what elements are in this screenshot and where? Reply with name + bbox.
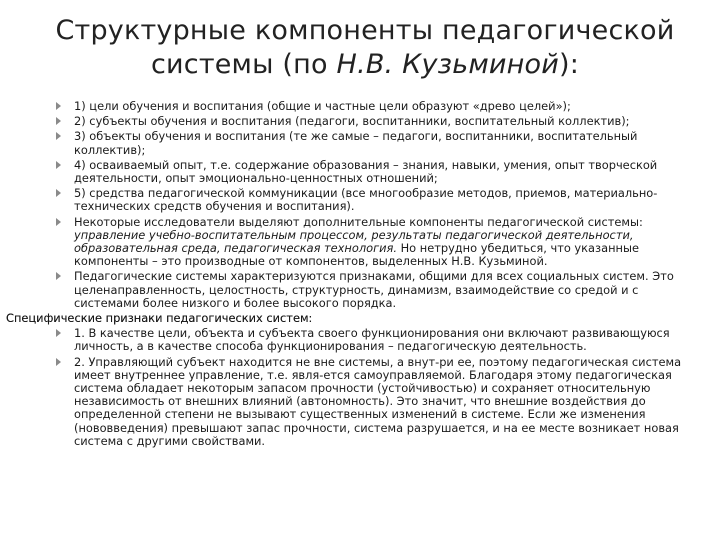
list-item-text: 4) осваиваемый опыт, т.е. содержание образования – знания, навыки, умения, опыт творческой деятельности, опыт эмоционально-ценностных отношений;	[74, 157, 658, 186]
list-item-social-systems	[52, 270, 692, 310]
triangle-bullet-icon	[56, 272, 61, 280]
list-item-text: 3) объекты обучения и воспитания (те же самые – педагоги, воспитанники, воспитательный коллектив);	[74, 129, 638, 157]
list-item	[52, 115, 692, 128]
list-item-text: 2) субъекты обучения и воспитания (педагоги, воспитанники, воспитательный коллектив);	[74, 114, 630, 129]
triangle-bullet-icon	[56, 161, 61, 169]
title-line-1: Структурные компоненты педагогической	[55, 15, 675, 46]
list-item-text: Педагогические системы характеризуются признаками, общими для всех социальных систем. Это целенаправленность, целостность, структурность, динамизм, взаимодействие со средой и с системами более низкого и более высокого порядка.	[74, 269, 674, 310]
title-line-2-suffix: ):	[558, 49, 579, 80]
list-item	[52, 130, 692, 156]
triangle-bullet-icon	[56, 189, 61, 197]
list-item	[52, 159, 692, 185]
list-item	[52, 100, 692, 113]
list-item	[52, 187, 692, 213]
slide-body	[6, 99, 692, 450]
additional-components-italic: управление учебно-воспитательным процессом, результаты педагогической деятельности, образовательная среда, педагогическая технология.	[74, 227, 634, 256]
list-item-additional-components	[52, 216, 692, 269]
list-item-text: 2. Управляющий субъект находится не вне системы, а внут-ри ее, поэтому педагогическая система имеет внутреннее управление, т.е. явля-ется самоуправляемой. Благодаря этому педагогическая система обладает некоторым запасом прочности (устойчивостью) и сохраняет относительную независимость от внешних влияний (автономность). Это значит, что внешние воздействия до определенной степени не вызывают существенных изменений в системе. Если же изменения (нововведения) превышают запас прочности, система разрушается, и на ее месте возникает новая система с другими свойствами.	[74, 354, 682, 448]
list-item-text: 1. В качестве цели, объекта и субъекта своего функционирования они включают развивающуюся личность, а в качестве способа функционирования – педагогическую деятельность.	[74, 326, 670, 354]
triangle-bullet-icon	[56, 218, 61, 226]
list-item-specific	[52, 356, 692, 448]
triangle-bullet-icon	[56, 329, 61, 337]
additional-components-suffix: Но нетрудно убедиться, что указанные компоненты – это производные от компонентов, выделенных Н.В. Кузьминой.	[74, 241, 639, 269]
title-line-2-prefix: системы (по	[150, 49, 337, 80]
triangle-bullet-icon	[56, 117, 61, 125]
additional-components-prefix: Некоторые исследователи выделяют дополнительные компоненты педагогической системы:	[74, 214, 643, 229]
list-item-specific	[52, 327, 692, 353]
title-line-2	[40, 48, 690, 82]
section-subheading: Специфические признаки педагогических систем:	[6, 311, 313, 326]
title-author: Н.В. Кузьминой	[336, 49, 559, 80]
triangle-bullet-icon	[56, 102, 61, 110]
slide-title	[40, 14, 690, 82]
list-item-text: 1) цели обучения и воспитания (общие и частные цели образуют «древо целей»);	[74, 99, 571, 113]
triangle-bullet-icon	[56, 358, 61, 366]
triangle-bullet-icon	[56, 132, 61, 140]
list-item-text: 5) средства педагогической коммуникации (все многообразие методов, приемов, материально-технических средств обучения и воспитания).	[74, 186, 658, 214]
